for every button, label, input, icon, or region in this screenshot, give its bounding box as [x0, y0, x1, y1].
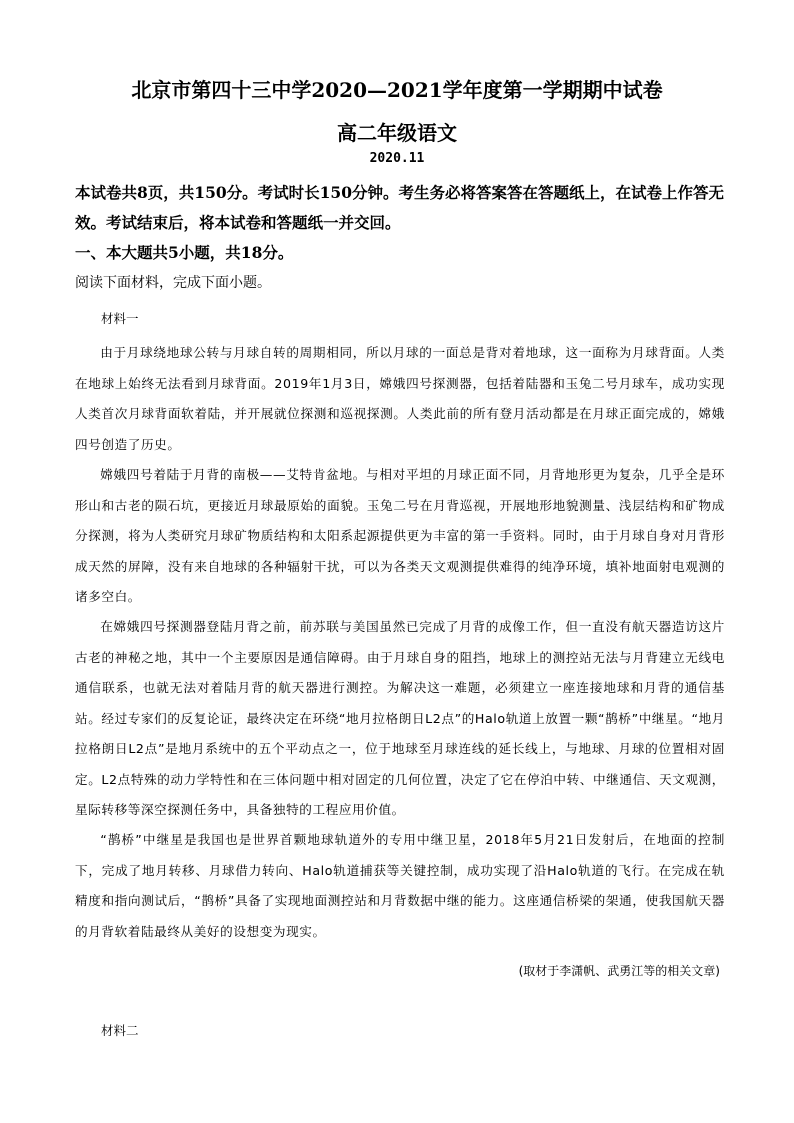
exam-instructions: 本试卷共8页，共150分。考试时长150分钟。考生务必将答案答在答题纸上，在试卷上作答无效。考试结束后，将本试卷和答题纸一并交回。: [75, 183, 724, 232]
paragraph-text: 由于月球绕地球公转与月球自转的周期相同，所以月球的一面总是背对着地球，这一面称为月球背面。人类在地球上始终无法看到月球背面。2019年1月3日，嫦娥四号探测器，包括着陆器和玉兔二号月球车，成功实现人类首次月球背面软着陆，并开展就位探测和巡视探测。人类此前的所有登月活动都是在月球正面完成的，嫦娥四号创造了历史。: [75, 345, 725, 452]
section-lead: 阅读下面材料，完成下面小题。: [75, 275, 271, 291]
exam-date: 2020.11: [369, 151, 425, 166]
material-paragraph: [75, 338, 725, 460]
paragraph-text: “鹊桥”中继星是我国也是世界首颗地球轨道外的专用中继卫星，2018年5月21日发射后，在地面的控制下，完成了地月转移、月球借力转向、Halo轨道捕获等关键控制，成功实现了沿Halo轨道的飞行。在完成在轨精度和指向测试后，“鹊桥”具备了实现地面测控站和月背数据中继的能力。这座通信桥梁的架通，使我国航天器的月背软着陆最终从美好的设想变为现实。: [75, 832, 725, 939]
material-paragraph: [75, 825, 725, 947]
material-label: 材料一: [101, 311, 139, 326]
material-paragraph: [75, 460, 725, 613]
paragraph-text: 在嫦娥四号探测器登陆月背之前，前苏联与美国虽然已完成了月背的成像工作，但一直没有航天器造访这片古老的神秘之地，其中一个主要原因是通信障碍。由于月球自身的阻挡，地球上的测控站无法与月背建立无线电通信联系，也就无法对着陆月背的航天器进行测控。为解决这一难题，必须建立一座连接地球和月背的通信基站。经过专家们的反复论证，最终决定在环绕“地月拉格朗日L2点”的Halo轨道上放置一颗“鹊桥”中继星。“地月拉格朗日L2点”是地月系统中的五个平动点之一，位于地球至月球连线的延长线上，与地球、月球的位置相对固定。L2点特殊的动力学特性和在三体问题中相对固定的几何位置，决定了它在停泊中转、中继通信、天文观测，星际转移等深空探测任务中，具备独特的工程应用价值。: [75, 619, 725, 817]
material-source: (取材于李潇帆、武勇江等的相关文章): [518, 964, 720, 978]
material-label: 材料二: [101, 1023, 139, 1038]
material-paragraph: [75, 612, 725, 826]
exam-title: 北京市第四十三中学2020—2021学年度第一学期期中试卷: [131, 78, 663, 102]
section-heading: 一、本大题共5小题，共18分。: [75, 243, 294, 262]
paragraph-text: 嫦娥四号着陆于月背的南极——艾特肯盆地。与相对平坦的月球正面不同，月背地形更为复杂，几乎全是环形山和古老的陨石坑，更接近月球最原始的面貌。玉兔二号在月背巡视，开展地形地貌测量、浅层结构和矿物成分探测，将为人类研究月球矿物质结构和太阳系起源提供更为丰富的第一手资料。同时，由于月球自身对月背形成天然的屏障，没有来自地球的各种辐射干扰，可以为各类天文观测提供难得的纯净环境，填补地面射电观测的诸多空白。: [75, 467, 725, 604]
exam-subtitle: 高二年级语文: [337, 121, 457, 145]
